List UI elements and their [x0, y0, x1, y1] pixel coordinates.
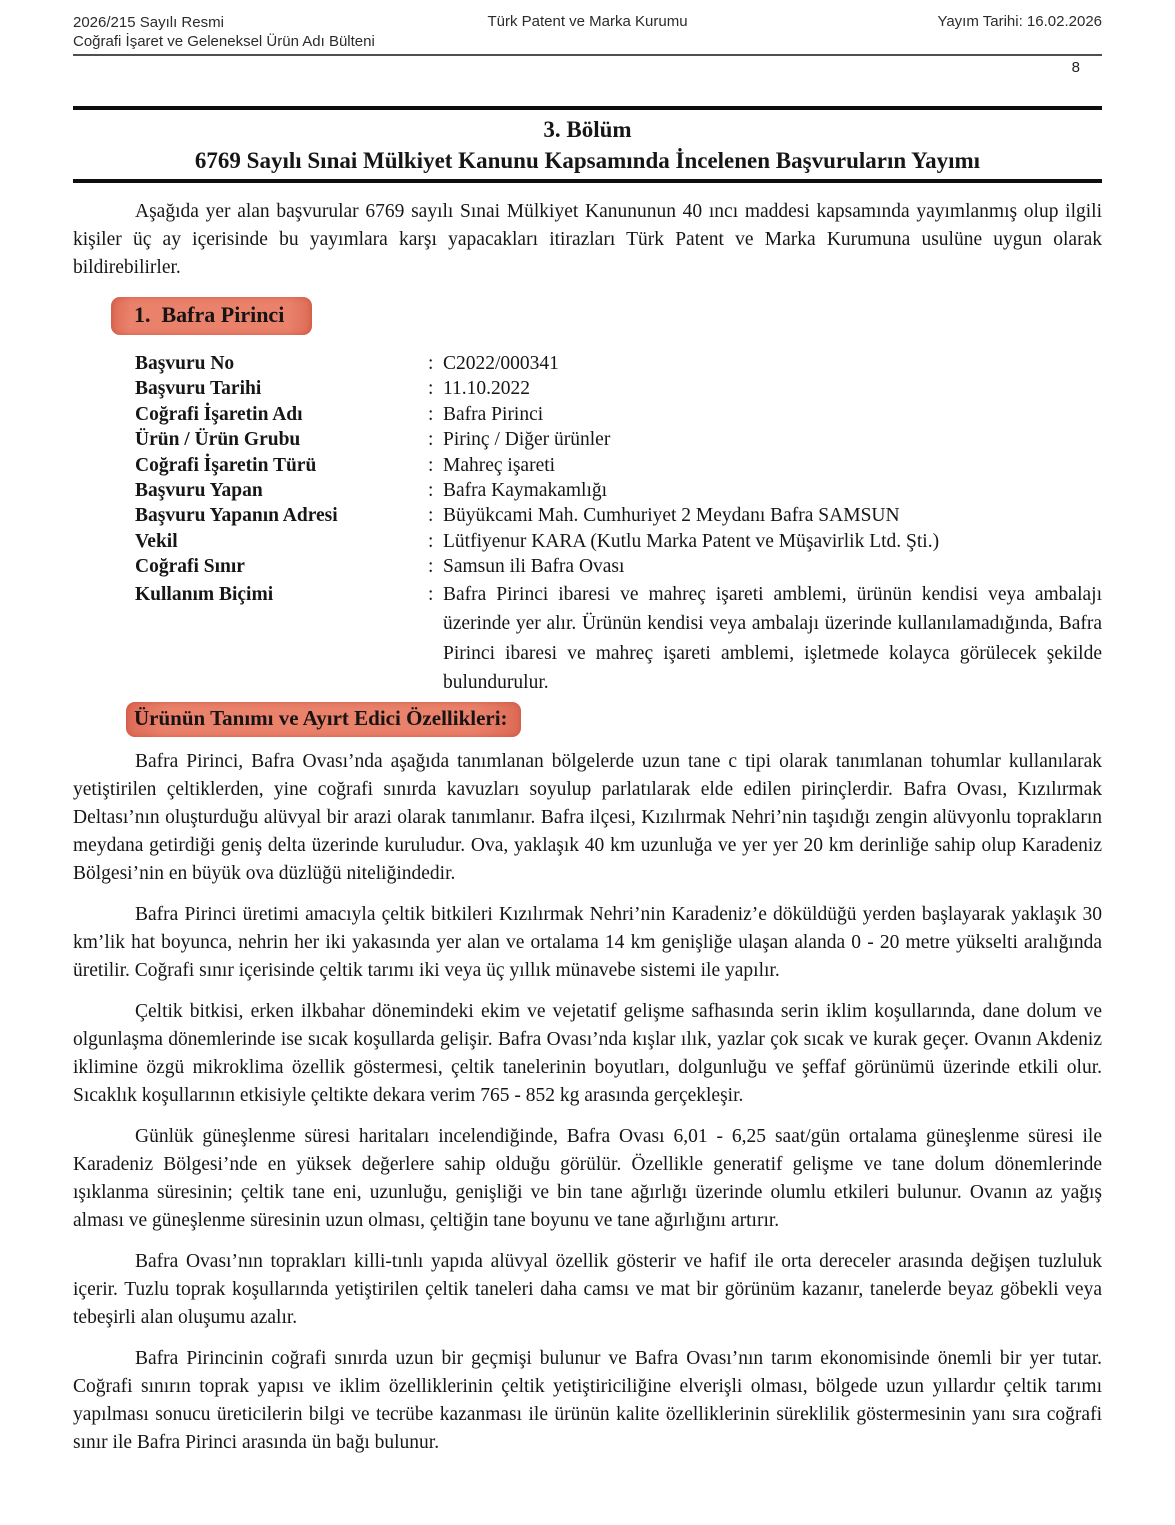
field-value: 11.10.2022	[443, 378, 531, 400]
field-row	[135, 529, 1102, 554]
field-value: Bafra Pirinci	[443, 403, 544, 425]
field-value: Bafra Kaymakamlığı	[443, 480, 608, 502]
field-row	[135, 503, 1102, 528]
field-row	[135, 427, 1102, 452]
header-publication-date: Yayım Tarihi: 16.02.2026	[937, 13, 1102, 30]
field-value: Mahreç işareti	[443, 454, 556, 476]
body-paragraph: Bafra Pirinci üretimi amacıyla çeltik bitkileri Kızılırmak Nehri’nin Karadeniz’e döküldüğü yerden başlayarak yaklaşık 30 km’lik hat boyunca, nehrin her iki yakasında yer alan ve ortalama 14 km genişliğe ulaşan alanda 0 - 20 metre yükselti aralığında üretilir. Coğrafi sınır içerisinde çeltik tarımı iki veya üç yıllık münavebe sistemi ile yapılır.	[73, 903, 1102, 981]
header-bulletin-name: Coğrafi İşaret ve Geleneksel Ürün Adı Bülteni	[73, 33, 375, 50]
field-label: Başvuru No	[135, 353, 235, 374]
field-row	[135, 554, 1102, 579]
product-section-heading: Ürünün Tanımı ve Ayırt Edici Özellikleri:	[126, 702, 521, 737]
field-row	[135, 351, 1102, 376]
field-value: Pirinç / Diğer ürünler	[443, 429, 611, 451]
field-row	[135, 453, 1102, 478]
product-section-heading-wrap	[73, 698, 1102, 737]
field-value: C2022/000341	[443, 353, 559, 374]
field-value: Bafra Pirinci ibaresi ve mahreç işareti amblemi, ürünün kendisi veya ambalajı üzerinde yer alır. Ürünün kendisi veya ambalajı üzerinde kullanılamadığında, Bafra Pirinci ibaresi ve mahreç işareti amblemi, işletmede kolayca görülecek şekilde bulundurulur.	[443, 583, 1102, 694]
field-label: Coğrafi Sınır	[135, 556, 245, 578]
body-paragraph: Bafra Pirincinin coğrafi sınırda uzun bir geçmişi bulunur ve Bafra Ovası’nın tarım ekonomisinde önemli bir yer tutar. Coğrafi sınırın toprak yapısı ve iklim özelliklerinin çeltik yetiştiriciliğine elverişli olması, bölgede uzun yıllardır çeltik tarımı yapılması sonucu üreticilerin bilgi ve tecrübe kazanması ile ürünün kalite özelliklerinin süreklilik göstermesinin yanı sıra coğrafi sınır ile Bafra Pirinci arasında ün bağı bulunur.	[73, 1347, 1102, 1453]
header-institution: Türk Patent ve Marka Kurumu	[487, 13, 688, 30]
field-separator: :	[428, 454, 434, 476]
body-paragraph: Çeltik bitkisi, erken ilkbahar dönemindeki ekim ve vejetatif gelişme safhasında serin iklim koşullarında, dane dolum ve olgunlaşma dönemlerinde ise sıcak koşullarda gelişir. Bafra Ovası’nda kışlar ılık, yazlar çok sıcak ve kurak geçer. Ovanın Akdeniz iklimine özgü mikroklima özellik göstermesi, çeltik tanelerinin boyutları, dolgunluğu ve şeffaf görünümü üzerinde etkili olur. Sıcaklık koşullarının etkisiyle çeltikte dekara verim 765 - 852 kg arasında gerçekleşir.	[73, 1000, 1102, 1106]
field-separator: :	[428, 556, 434, 578]
field-separator: :	[428, 403, 434, 425]
field-separator: :	[428, 505, 434, 527]
field-label: Vekil	[135, 530, 178, 552]
field-separator: :	[428, 429, 434, 451]
body-paragraph: Günlük güneşlenme süresi haritaları incelendiğinde, Bafra Ovası 6,01 - 6,25 saat/gün ortalama güneşlenme süresi ile Karadeniz Bölgesi’nde en yüksek değerlere sahip olduğu görülür. Özellikle generatif gelişme ve tane dolum dönemlerinde ışıklanma süresinin; çeltik tane eni, uzunluğu, genişliği ve bin tane ağırlığı üzerinde olumlu etkileri bulunur. Ovanın az yağış alması ve güneşlenme süresinin uzun olması, çeltiğin tane boyunu ve tane ağırlığını artırır.	[73, 1125, 1102, 1231]
header-bulletin-number: 2026/215 Sayılı Resmi	[73, 14, 224, 31]
field-label: Kullanım Biçimi	[135, 583, 274, 605]
field-row	[135, 376, 1102, 401]
body-paragraph: Bafra Pirinci, Bafra Ovası’nda aşağıda tanımlanan bölgelerde uzun tane c tipi olarak tanımlanan tohumlar kullanılarak yetiştirilen çeltiklerden, yine coğrafi sınırda kavuzları soyulup parlatılarak elde edilen pirinçlerdir. Bafra Ovası, Kızılırmak Deltası’nın oluşturduğu alüvyal bir arazi olarak tanımlanır. Bafra ilçesi, Kızılırmak Nehri’nin taşıdığı zengin alüvyonlu toprakların meydana getirdiği geniş delta üzerinde kuruludur. Ova, yaklaşık 40 km uzunluğa ve yer yer 20 km derinliğe sahip olup Karadeniz Bölgesi’nin en büyük ova düzlüğü niteliğindedir.	[73, 750, 1102, 884]
field-label: Ürün / Ürün Grubu	[135, 429, 301, 451]
chapter-title: 6769 Sayılı Sınai Mülkiyet Kanunu Kapsamında İncelenen Başvuruların Yayımı	[194, 148, 981, 173]
chapter-number: 3. Bölüm	[543, 117, 632, 142]
page-header	[73, 0, 1102, 56]
field-value: Lütfiyenur KARA (Kutlu Marka Patent ve Müşavirlik Ltd. Şti.)	[443, 530, 940, 552]
field-value: Samsun ili Bafra Ovası	[443, 556, 625, 578]
application-heading-wrap	[73, 282, 1102, 335]
field-label: Coğrafi İşaretin Türü	[135, 454, 317, 476]
field-row	[135, 402, 1102, 427]
intro-paragraph: Aşağıda yer alan başvurular 6769 sayılı Sınai Mülkiyet Kanununun 40 ıncı maddesi kapsamında yayımlanmış olup ilgili kişiler üç ay içerisinde bu yayımlara karşı yapacakları itirazları Türk Patent ve Marka Kurumuna usulüne uygun olarak bildirebilirler.	[73, 201, 1102, 278]
application-heading: 1. Bafra Pirinci	[111, 297, 312, 335]
field-label: Başvuru Yapanın Adresi	[135, 505, 338, 527]
field-label: Coğrafi İşaretin Adı	[135, 403, 303, 425]
chapter-title-block	[73, 106, 1102, 183]
field-separator: :	[428, 378, 434, 400]
field-separator: :	[428, 530, 434, 552]
field-value: Büyükcami Mah. Cumhuriyet 2 Meydanı Bafra SAMSUN	[443, 505, 900, 527]
field-row	[135, 580, 1102, 698]
field-label: Başvuru Tarihi	[135, 378, 262, 400]
field-separator: :	[428, 480, 434, 502]
header-rule	[73, 54, 1102, 56]
field-separator: :	[428, 583, 434, 605]
page-number: 8	[1071, 59, 1080, 76]
field-label: Başvuru Yapan	[135, 480, 263, 502]
field-separator: :	[428, 353, 434, 374]
field-row	[135, 478, 1102, 503]
body-paragraph: Bafra Ovası’nın toprakları killi-tınlı yapıda alüvyal özellik gösterir ve hafif ile orta dereceler arasında değişen tuzluluk içerir. Tuzlu toprak koşullarında yetiştirilen çeltik taneleri daha camsı ve mat bir görünüm kazanır, tanelerde beyaz göbekli veya tebeşirli alan oluşumu azalır.	[73, 1250, 1102, 1328]
application-fields	[135, 351, 1102, 698]
